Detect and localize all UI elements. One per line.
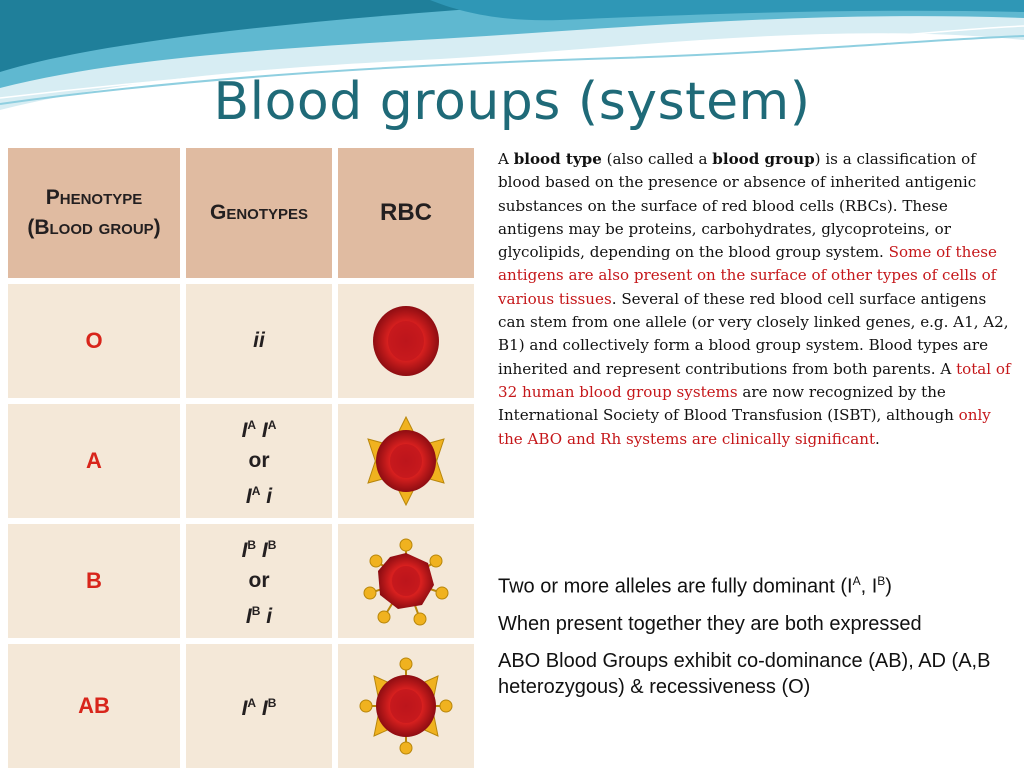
phenotype-b: B: [86, 568, 102, 593]
phenotype-ab: AB: [78, 693, 110, 718]
genotype-ab: $I^A$ $I^B$: [241, 696, 277, 720]
row-ab-genotype: [186, 644, 332, 768]
header-phenotype-line2: (Blood group): [27, 216, 161, 239]
row-o-phenotype: [8, 284, 180, 398]
row-b-phenotype: [8, 524, 180, 638]
highlight-abo-rh: only the ABO and Rh systems are clinically significant: [498, 406, 991, 448]
row-a-genotype: [186, 404, 332, 518]
genotype-a-line1: $I^A$ $I^A$: [241, 418, 277, 442]
phenotype-a: A: [86, 448, 102, 473]
phenotype-o: O: [85, 328, 103, 353]
row-o-genotype: [186, 284, 332, 398]
row-a-rbc: [338, 404, 474, 518]
genotype-a-or: or: [248, 449, 270, 472]
header-rbc-label: RBC: [380, 199, 432, 226]
slide-title: Blood groups (system): [213, 72, 811, 132]
note-both-expressed: When present together they are both expressed: [498, 612, 922, 635]
rbc-triangle-antigen-icon: [358, 413, 454, 509]
blood-group-table: [6, 146, 478, 768]
row-o-rbc: [338, 284, 474, 398]
row-ab-rbc: [338, 644, 474, 768]
header-genotypes-label: Genotypes: [209, 201, 309, 224]
term-blood-type: blood type: [513, 150, 602, 168]
row-ab-phenotype: [8, 644, 180, 768]
rbc-round-antigen-icon: [358, 533, 454, 629]
genotype-a-line3: $I^A$ i: [245, 484, 273, 508]
rbc-plain-icon: [366, 301, 446, 381]
highlight-32-systems: total of 32 human blood group systems: [498, 359, 1011, 401]
genotype-b-line1: $I^B$ $I^B$: [241, 538, 277, 562]
note-abo-codominance: ABO Blood Groups exhibit co-dominance (AB), AD (A,B heterozygous) & recessiveness (O): [498, 649, 991, 698]
genotype-b-or: or: [248, 569, 270, 592]
highlight-antigens-other-cells: Some of these antigens are also present on the surface of other types of cells of various tissues: [498, 243, 997, 308]
note-codominant-alleles: Two or more alleles are fully dominant ($I^A$, $I^B$): [498, 574, 892, 598]
header-rbc: [338, 148, 474, 278]
row-a-phenotype: [8, 404, 180, 518]
rbc-both-antigen-icon: [356, 656, 456, 756]
dominance-notes: [498, 568, 1018, 711]
header-genotypes: [186, 148, 332, 278]
blood-type-paragraph: A blood type (also called a blood group) is a classification of blood based on the presence or absence of inherited antigenic substances on the surface of red blood cells (RBCs). These antigens may be proteins, carbohydrates, glycoproteins, or glycolipids, depending on the blood group system. Some of these antigens are also present on the surface of other types of cells of various tissues. Several of these red blood cell surface antigens can stem from one allele (or very closely linked genes, e.g. A1, A2, B1) and collectively form a blood group system. Blood types are inherited and represent contributions from both parents. A total of 32 human blood group systems are now recognized by the International Society of Blood Transfusion (ISBT), although only the ABO and Rh systems are clinically significant.: [498, 150, 1011, 448]
term-blood-group: blood group: [712, 150, 815, 168]
header-phenotype: [8, 148, 180, 278]
row-b-genotype: [186, 524, 332, 638]
genotype-b-line3: $I^B$ i: [245, 604, 273, 628]
genotype-o: ii: [253, 329, 265, 352]
row-b-rbc: [338, 524, 474, 638]
header-phenotype-line1: Phenotype: [45, 186, 143, 209]
